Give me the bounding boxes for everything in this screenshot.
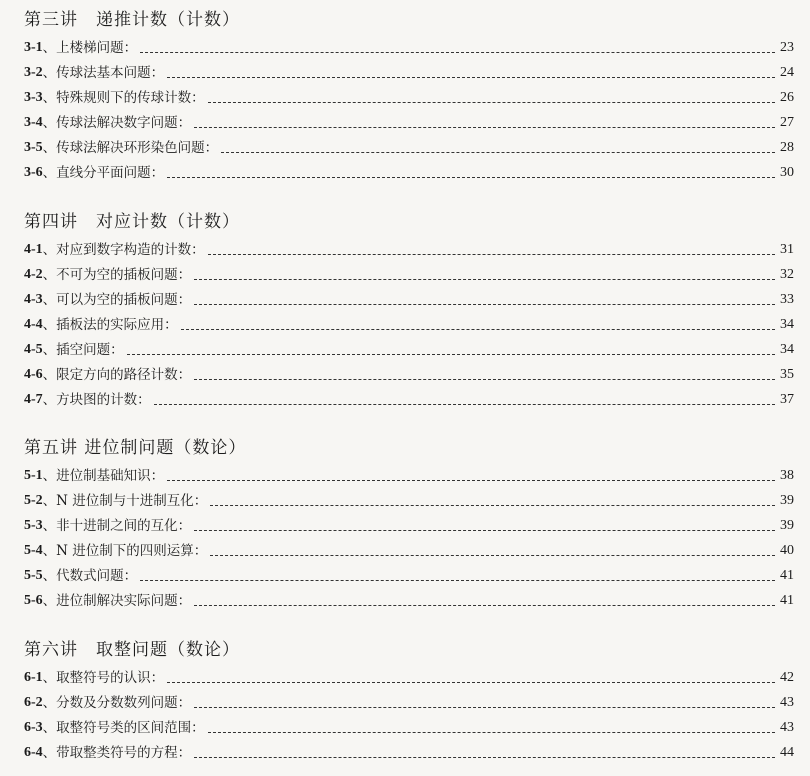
dot-leader bbox=[208, 732, 775, 733]
entry-page: 27 bbox=[780, 115, 794, 130]
toc-entry[interactable] bbox=[24, 386, 794, 411]
entry-page: 43 bbox=[780, 720, 794, 735]
entry-number: 4-5 bbox=[24, 342, 43, 357]
dot-leader bbox=[140, 580, 775, 581]
entry-page: 44 bbox=[780, 745, 794, 760]
toc-entry[interactable] bbox=[24, 34, 794, 59]
entry-list bbox=[24, 34, 794, 184]
chapter-6 bbox=[24, 636, 794, 764]
entry-page: 42 bbox=[780, 670, 794, 685]
chapter-5 bbox=[24, 434, 794, 612]
entry-label: 、N 进位制下的四则运算： bbox=[42, 543, 208, 559]
toc-entry[interactable] bbox=[24, 134, 794, 159]
dot-leader bbox=[194, 127, 775, 128]
entry-number: 6-3 bbox=[24, 720, 43, 735]
entry-label: 、传球法基本问题： bbox=[42, 65, 165, 81]
toc-entry[interactable] bbox=[24, 84, 794, 109]
toc-entry[interactable] bbox=[24, 286, 794, 311]
dot-leader bbox=[167, 480, 775, 481]
entry-label: 、插空问题： bbox=[42, 342, 124, 358]
toc-entry[interactable] bbox=[24, 159, 794, 184]
entry-number: 3-3 bbox=[24, 90, 43, 105]
entry-number: 4-2 bbox=[24, 267, 43, 282]
entry-number: 3-2 bbox=[24, 65, 43, 80]
dot-leader bbox=[194, 530, 775, 531]
dot-leader bbox=[194, 605, 775, 606]
dot-leader bbox=[167, 77, 775, 78]
entry-number: 3-1 bbox=[24, 40, 43, 55]
dot-leader bbox=[154, 404, 775, 405]
entry-page: 40 bbox=[780, 543, 794, 558]
toc-entry[interactable] bbox=[24, 587, 794, 612]
chapter-title: 第三讲 递推计数（计数） bbox=[24, 10, 240, 30]
toc-entry[interactable] bbox=[24, 714, 794, 739]
entry-label: 、可以为空的插板问题： bbox=[42, 292, 192, 308]
entry-page: 38 bbox=[780, 468, 794, 483]
entry-label: 、传球法解决数字问题： bbox=[42, 115, 192, 131]
entry-page: 33 bbox=[780, 292, 794, 307]
entry-page: 31 bbox=[780, 242, 794, 257]
chapter-4 bbox=[24, 208, 794, 411]
entry-page: 34 bbox=[780, 317, 794, 332]
entry-list bbox=[24, 462, 794, 612]
entry-number: 5-5 bbox=[24, 568, 43, 583]
entry-page: 23 bbox=[780, 40, 794, 55]
entry-number: 5-6 bbox=[24, 593, 43, 608]
dot-leader bbox=[140, 52, 775, 53]
dot-leader bbox=[167, 682, 775, 683]
entry-page: 32 bbox=[780, 267, 794, 282]
entry-page: 39 bbox=[780, 493, 794, 508]
toc-entry[interactable] bbox=[24, 562, 794, 587]
entry-page: 37 bbox=[780, 392, 794, 407]
dot-leader bbox=[194, 279, 775, 280]
entry-label: 、带取整类符号的方程： bbox=[42, 745, 192, 761]
toc-entry[interactable] bbox=[24, 739, 794, 764]
chapter-title: 第五讲 进位制问题（数论） bbox=[24, 438, 247, 458]
toc-entry[interactable] bbox=[24, 109, 794, 134]
entry-number: 3-4 bbox=[24, 115, 43, 130]
dot-leader bbox=[210, 555, 775, 556]
entry-number: 5-3 bbox=[24, 518, 43, 533]
dot-leader bbox=[221, 152, 775, 153]
toc-entry[interactable] bbox=[24, 236, 794, 261]
entry-label: 、插板法的实际应用： bbox=[42, 317, 178, 333]
toc-entry[interactable] bbox=[24, 59, 794, 84]
toc-entry[interactable] bbox=[24, 689, 794, 714]
entry-label: 、限定方向的路径计数： bbox=[42, 367, 192, 383]
dot-leader bbox=[208, 254, 775, 255]
entry-label: 、特殊规则下的传球计数： bbox=[42, 90, 205, 106]
entry-page: 24 bbox=[780, 65, 794, 80]
entry-label: 、进位制基础知识： bbox=[42, 468, 165, 484]
dot-leader bbox=[194, 757, 775, 758]
entry-number: 4-7 bbox=[24, 392, 43, 407]
entry-page: 41 bbox=[780, 568, 794, 583]
dot-leader bbox=[181, 329, 775, 330]
entry-page: 39 bbox=[780, 518, 794, 533]
entry-number: 5-2 bbox=[24, 493, 43, 508]
entry-number: 3-6 bbox=[24, 165, 43, 180]
dot-leader bbox=[167, 177, 775, 178]
entry-number: 6-2 bbox=[24, 695, 43, 710]
dot-leader bbox=[194, 304, 775, 305]
dot-leader bbox=[194, 707, 775, 708]
dot-leader bbox=[208, 102, 775, 103]
entry-label: 、进位制解决实际问题： bbox=[42, 593, 192, 609]
entry-label: 、对应到数字构造的计数： bbox=[42, 242, 205, 258]
chapter-3 bbox=[24, 6, 794, 184]
dot-leader bbox=[194, 379, 775, 380]
entry-list bbox=[24, 664, 794, 764]
dot-leader bbox=[127, 354, 775, 355]
entry-page: 43 bbox=[780, 695, 794, 710]
entry-number: 4-1 bbox=[24, 242, 43, 257]
entry-label: 、取整符号类的区间范围： bbox=[42, 720, 205, 736]
entry-page: 28 bbox=[780, 140, 794, 155]
entry-label: 、方块图的计数： bbox=[42, 392, 151, 408]
toc-entry[interactable] bbox=[24, 311, 794, 336]
entry-number: 6-4 bbox=[24, 745, 43, 760]
toc-entry[interactable] bbox=[24, 462, 794, 487]
entry-label: 、直线分平面问题： bbox=[42, 165, 165, 181]
entry-label: 、不可为空的插板问题： bbox=[42, 267, 192, 283]
entry-number: 3-5 bbox=[24, 140, 43, 155]
entry-number: 6-1 bbox=[24, 670, 43, 685]
entry-label: 、取整符号的认识： bbox=[42, 670, 165, 686]
entry-list bbox=[24, 236, 794, 411]
toc-entry[interactable] bbox=[24, 361, 794, 386]
entry-number: 5-1 bbox=[24, 468, 43, 483]
toc-entry[interactable] bbox=[24, 537, 794, 562]
toc-entry[interactable] bbox=[24, 512, 794, 537]
toc-entry[interactable] bbox=[24, 336, 794, 361]
toc-entry[interactable] bbox=[24, 664, 794, 689]
dot-leader bbox=[210, 505, 775, 506]
entry-page: 41 bbox=[780, 593, 794, 608]
entry-number: 4-4 bbox=[24, 317, 43, 332]
entry-label: 、分数及分数数列问题： bbox=[42, 695, 192, 711]
entry-label: 、上楼梯问题： bbox=[42, 40, 138, 56]
toc-entry[interactable] bbox=[24, 261, 794, 286]
entry-label: 、传球法解决环形染色问题： bbox=[42, 140, 219, 156]
chapter-title: 第四讲 对应计数（计数） bbox=[24, 212, 240, 232]
entry-label: 、代数式问题： bbox=[42, 568, 138, 584]
entry-number: 5-4 bbox=[24, 543, 43, 558]
entry-page: 26 bbox=[780, 90, 794, 105]
chapter-title: 第六讲 取整问题（数论） bbox=[24, 640, 240, 660]
entry-page: 30 bbox=[780, 165, 794, 180]
entry-page: 35 bbox=[780, 367, 794, 382]
entry-number: 4-6 bbox=[24, 367, 43, 382]
entry-label: 、N 进位制与十进制互化： bbox=[42, 493, 208, 509]
toc-entry[interactable] bbox=[24, 487, 794, 512]
entry-number: 4-3 bbox=[24, 292, 43, 307]
entry-page: 34 bbox=[780, 342, 794, 357]
entry-label: 、非十进制之间的互化： bbox=[42, 518, 192, 534]
